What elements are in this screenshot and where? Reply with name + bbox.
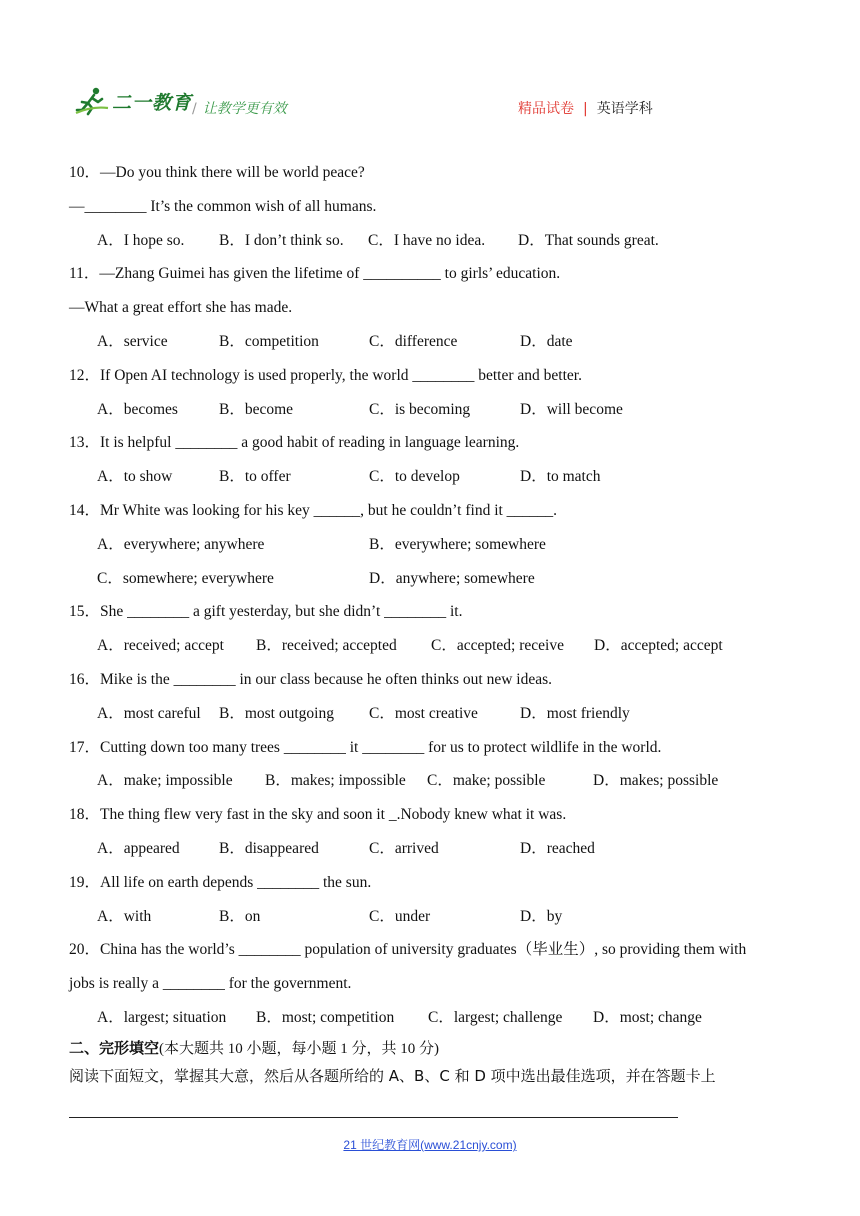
q16-option-c: C．most creative (369, 704, 478, 722)
q18-options (69, 832, 829, 866)
q15-option-d: D．accepted; accept (594, 637, 723, 655)
q16-option-b: B．most outgoing (219, 704, 334, 722)
q12-option-b: B．become (219, 400, 294, 418)
q14-option-b: B．everywhere; somewhere (369, 535, 546, 553)
q10-option-b: B．I don’t think so. (219, 231, 344, 249)
q17-stem: 17．Cutting down too many trees ________ it ________ for us to protect wildlife in the world. (69, 738, 662, 756)
section2-title: 二、完形填空 (69, 1038, 160, 1057)
q11-option-d: D．date (520, 332, 573, 350)
section2-note: (本大题共 10 小题，每小题 1 分，共 10 分) (159, 1040, 440, 1057)
q10-stem: 10．—Do you think there will be world peace? (69, 164, 365, 181)
tag-premium-paper: 精品试卷 (518, 101, 574, 117)
q14-options-ab (69, 528, 829, 562)
q11-options (69, 325, 829, 359)
tag-subject: 英语学科 (596, 101, 653, 117)
q12-option-c: C．is becoming (369, 400, 471, 418)
section2-heading (69, 1035, 829, 1061)
q15-options (69, 629, 829, 663)
q12-stem: 12．If Open AI technology is used properly, the world ________ better and better. (69, 366, 582, 384)
slogan-text: 让教学更有效 (202, 101, 287, 117)
q10-line2: —________ It’s the common wish of all humans. (69, 197, 377, 215)
q15-option-a: A．received; accept (97, 637, 224, 655)
q20-option-c: C．largest; challenge (428, 1008, 563, 1026)
q11-stem: 11．—Zhang Guimei has given the lifetime of __________ to girls’ education. (69, 265, 561, 283)
page-footer (0, 1136, 860, 1153)
q15-stem: 15．She ________ a gift yesterday, but she didn’t ________ it. (69, 603, 463, 621)
footer-divider (69, 1117, 678, 1118)
q11-option-c: C．difference (369, 332, 458, 350)
q13-option-c: C．to develop (369, 468, 460, 486)
q13-option-d: D．to match (520, 468, 601, 486)
q10-options (69, 224, 829, 258)
q17-options (69, 764, 829, 798)
q13-option-a: A．to show (97, 468, 173, 486)
q13-options (69, 460, 829, 494)
q16-option-d: D．most friendly (520, 704, 630, 722)
q14-option-c: C．somewhere; everywhere (97, 569, 274, 587)
q17-option-a: A．make; impossible (97, 772, 233, 790)
q11-option-b: B．competition (219, 332, 319, 350)
q18-option-c: C．arrived (369, 839, 439, 857)
q16-option-a: A．most careful (97, 704, 201, 722)
q10-option-d: D．That sounds great. (518, 231, 659, 249)
q20-option-a: A．largest; situation (97, 1008, 227, 1026)
page-header (0, 0, 860, 140)
q18-stem: 18．The thing flew very fast in the sky and soon it _.Nobody knew what it was. (69, 806, 567, 824)
q17-option-c: C．make; possible (427, 772, 546, 790)
q13-stem: 13．It is helpful ________ a good habit of reading in language learning. (69, 434, 520, 452)
slogan: / 让教学更有效 (192, 101, 287, 117)
q11-option-a: A．service (97, 332, 168, 350)
header-tags (518, 98, 653, 118)
q19-option-c: C．under (369, 907, 431, 925)
q14-option-d: D．anywhere; somewhere (369, 569, 535, 587)
q10-option-c: C．I have no idea. (368, 231, 486, 249)
q14-option-a: A．everywhere; anywhere (97, 535, 265, 553)
q19-option-a: A．with (97, 907, 152, 925)
section2-instruction: 阅读下面短文，掌握其大意，然后从各题所给的 A、B、C 和 D 项中选出最佳选项，并在答题卡上 (69, 1066, 716, 1085)
q12-options (69, 393, 829, 427)
footer-link[interactable]: 21 世纪教育网(www.21cnjy.com) (343, 1138, 517, 1152)
q17-option-d: D．makes; possible (593, 772, 719, 790)
q16-options (69, 697, 829, 731)
q12-option-a: A．becomes (97, 400, 178, 418)
q20-line2: jobs is really a ________ for the government. (69, 975, 352, 993)
logo (74, 86, 192, 116)
q14-stem: 14．Mr White was looking for his key ______, but he couldn’t find it ______. (69, 501, 558, 519)
q19-option-b: B．on (219, 907, 261, 925)
q18-option-a: A．appeared (97, 839, 180, 857)
q20-stem: 20．China has the world’s ________ population of university graduates（毕业生）, so providing them with (69, 941, 747, 959)
q16-stem: 16．Mike is the ________ in our class because he often thinks out new ideas. (69, 670, 552, 688)
q20-options (69, 1001, 829, 1035)
tag-separator: | (583, 101, 588, 117)
q15-option-b: B．received; accepted (256, 637, 397, 655)
q14-options-cd (69, 562, 829, 596)
q19-stem: 19．All life on earth depends ________ the sun. (69, 873, 372, 891)
q11-line2: —What a great effort she has made. (69, 299, 293, 317)
q18-option-b: B．disappeared (219, 839, 319, 857)
q13-option-b: B．to offer (219, 468, 291, 486)
q15-option-c: C．accepted; receive (431, 637, 564, 655)
logo-text: 二一教育 (112, 92, 193, 114)
q20-option-d: D．most; change (593, 1008, 702, 1026)
q20-option-b: B．most; competition (256, 1008, 395, 1026)
q19-option-d: D．by (520, 907, 563, 925)
q12-option-d: D．will become (520, 400, 623, 418)
q18-option-d: D．reached (520, 839, 595, 857)
question-list (69, 156, 829, 1091)
q10-option-a: A．I hope so. (97, 231, 185, 249)
runner-logo-icon (74, 86, 110, 116)
q19-options (69, 900, 829, 934)
q17-option-b: B．makes; impossible (265, 772, 406, 790)
